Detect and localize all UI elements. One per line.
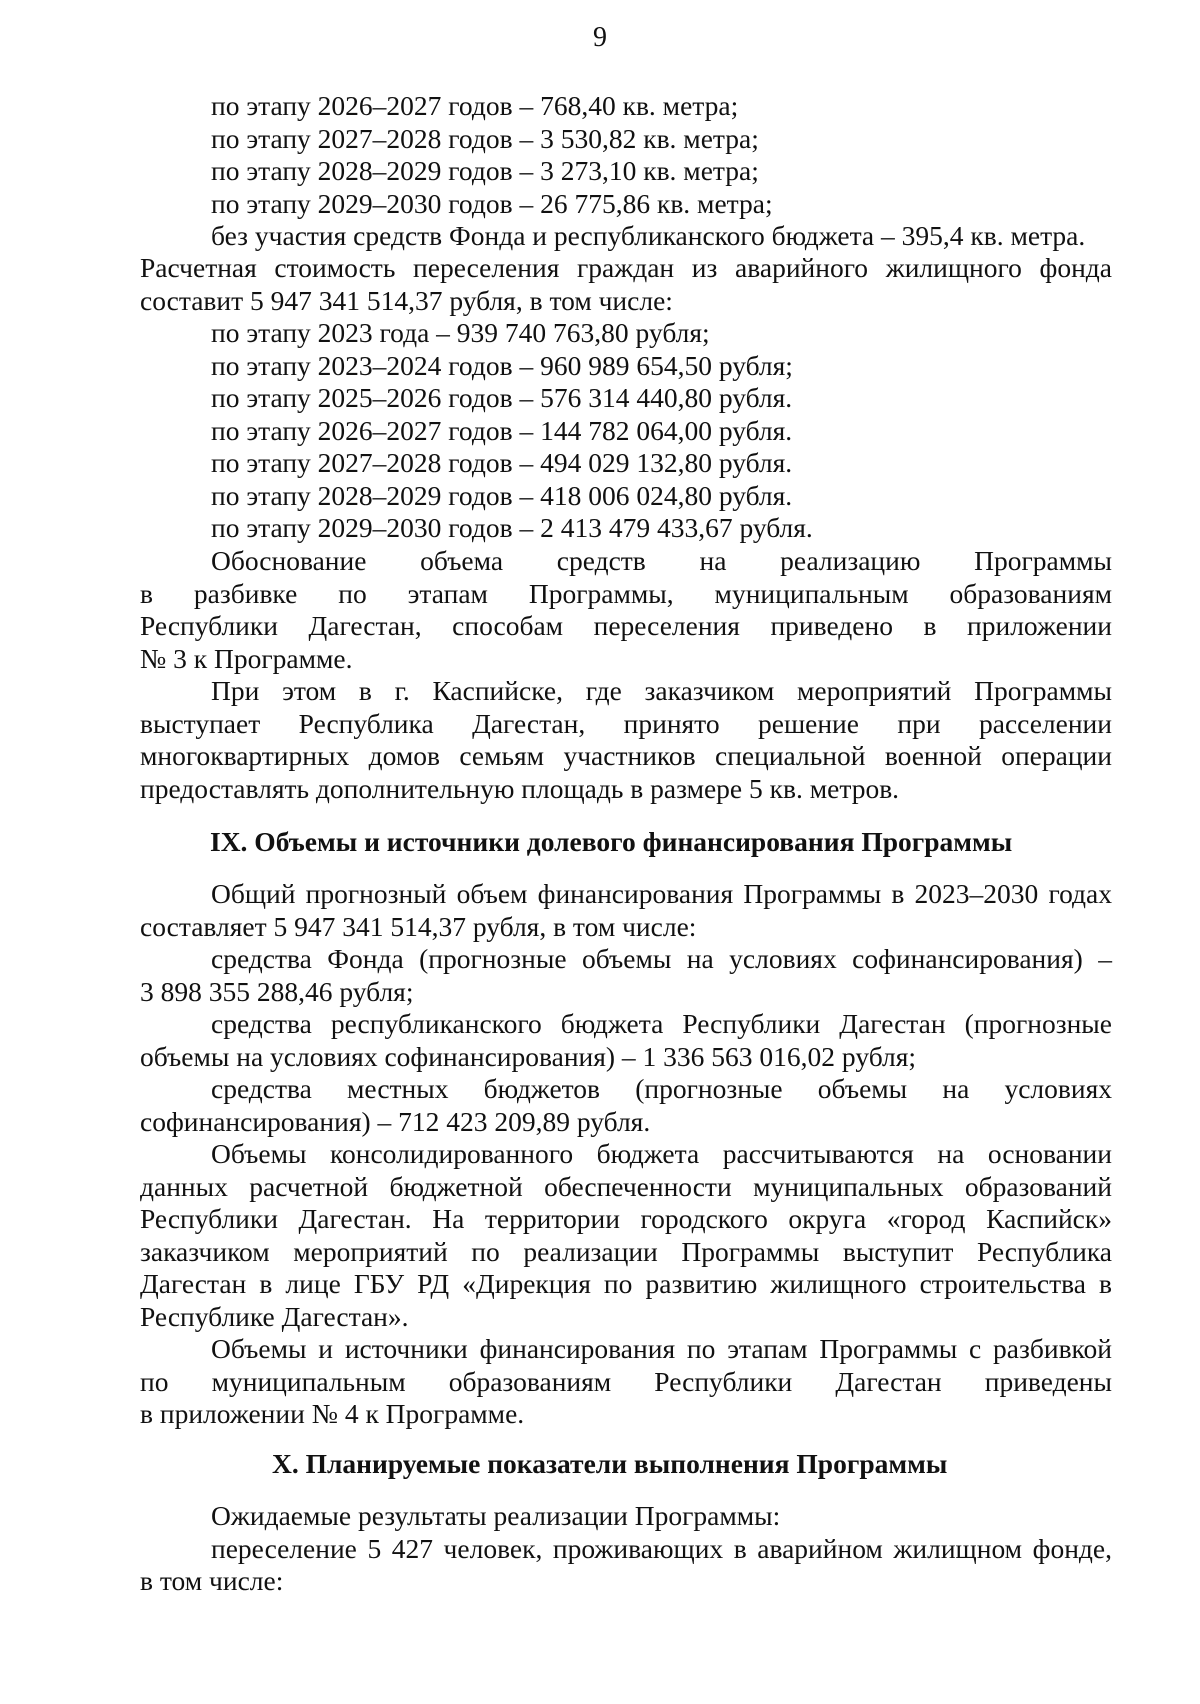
paragraph-line: по муниципальным образованиям Республики Дагестан приведены — [140, 1365, 1112, 1397]
cost-by-stage-list — [140, 317, 1112, 545]
list-item: без участия средств Фонда и республиканского бюджета – 395,4 кв. метра. — [211, 220, 1086, 251]
paragraph-line: софинансирования) – 712 423 209,89 рубля. — [140, 1105, 651, 1137]
page-number: 9 — [593, 22, 607, 53]
list-item: по этапу 2023–2024 годов – 960 989 654,50 рубля; — [211, 349, 793, 381]
paragraph-line: Обоснование объема средств на реализацию Программы — [211, 545, 1112, 576]
paragraph-line: средства Фонда (прогнозные объемы на условиях софинансирования) – — [211, 943, 1112, 974]
section-heading-ix: IX. Объемы и источники долевого финансирования Программы — [210, 826, 1013, 857]
paragraph-line: Общий прогнозный объем финансирования Программы в 2023–2030 годах — [211, 878, 1112, 909]
paragraph-line: средства местных бюджетов (прогнозные объемы на условиях — [211, 1073, 1112, 1104]
estimated-cost-paragraph — [140, 252, 1112, 317]
expected-results-paragraph — [140, 1500, 1112, 1598]
paragraph-line: переселение 5 427 человек, проживающих в аварийном жилищном фонде, — [211, 1532, 1112, 1564]
kaspiysk-paragraph — [140, 675, 1112, 805]
list-item: по этапу 2028–2029 годов – 418 006 024,80 рубля. — [211, 479, 793, 511]
paragraph-line: в приложении № 4 к Программе. — [140, 1398, 525, 1429]
paragraph-line: Расчетная стоимость переселения граждан из аварийного жилищного фонда — [140, 252, 1112, 283]
section-heading-x: X. Планируемые показатели выполнения Программы — [272, 1448, 948, 1479]
list-item: по этапу 2026–2027 годов – 768,40 кв. метра; — [211, 90, 739, 121]
list-item: по этапу 2023 года – 939 740 763,80 рубля; — [211, 317, 710, 348]
area-by-stage-list — [140, 90, 1112, 253]
paragraph-line: Объемы и источники финансирования по этапам Программы с разбивкой — [211, 1333, 1112, 1364]
paragraph-line: составит 5 947 341 514,37 рубля, в том числе: — [140, 284, 673, 316]
paragraph-line: данных расчетной бюджетной обеспеченности муниципальных образований — [140, 1170, 1112, 1202]
paragraph-line: объемы на условиях софинансирования) – 1 336 563 016,02 рубля; — [140, 1040, 917, 1072]
paragraph-line: Дагестан в лице ГБУ РД «Дирекция по развитию жилищного строительства в — [140, 1268, 1112, 1299]
paragraph-line: Республике Дагестан». — [140, 1300, 409, 1332]
list-item: по этапу 2027–2028 годов – 494 029 132,80 рубля. — [211, 447, 793, 478]
financing-section — [140, 878, 1112, 1431]
paragraph-line: в разбивке по этапам Программы, муниципальным образованиям — [140, 577, 1112, 609]
justification-paragraph — [140, 545, 1112, 675]
paragraph-line: средства республиканского бюджета Республики Дагестан (прогнозные — [211, 1008, 1112, 1039]
paragraph-line: № 3 к Программе. — [140, 642, 353, 674]
paragraph-line: в том числе: — [140, 1565, 284, 1596]
paragraph-line: заказчиком мероприятий по реализации Программы выступит Республика — [140, 1235, 1112, 1267]
paragraph-line: Объемы консолидированного бюджета рассчитываются на основании — [211, 1138, 1112, 1169]
paragraph-line: Ожидаемые результаты реализации Программы: — [211, 1500, 781, 1531]
paragraph-line: 3 898 355 288,46 рубля; — [140, 975, 414, 1007]
list-item: по этапу 2026–2027 годов – 144 782 064,00 рубля. — [211, 414, 793, 446]
paragraph-line: выступает Республика Дагестан, принято решение при расселении — [140, 707, 1112, 739]
list-item: по этапу 2027–2028 годов – 3 530,82 кв. метра; — [211, 122, 759, 154]
list-item: по этапу 2028–2029 годов – 3 273,10 кв. метра; — [211, 155, 759, 186]
list-item: по этапу 2025–2026 годов – 576 314 440,80 рубля. — [211, 382, 793, 413]
list-item: по этапу 2029–2030 годов – 26 775,86 кв. метра; — [211, 187, 773, 219]
list-item: по этапу 2029–2030 годов – 2 413 479 433,67 рубля. — [211, 512, 813, 543]
paragraph-line: Республики Дагестан. На территории городского округа «город Каспийск» — [140, 1203, 1112, 1234]
paragraph-line: составляет 5 947 341 514,37 рубля, в том числе: — [140, 910, 697, 942]
paragraph-line: многоквартирных домов семьям участников специальной военной операции — [140, 740, 1112, 771]
paragraph-line: При этом в г. Каспийске, где заказчиком мероприятий Программы — [211, 675, 1112, 706]
paragraph-line: Республики Дагестан, способам переселения приведено в приложении — [140, 610, 1112, 641]
paragraph-line: предоставлять дополнительную площадь в размере 5 кв. метров. — [140, 772, 900, 804]
